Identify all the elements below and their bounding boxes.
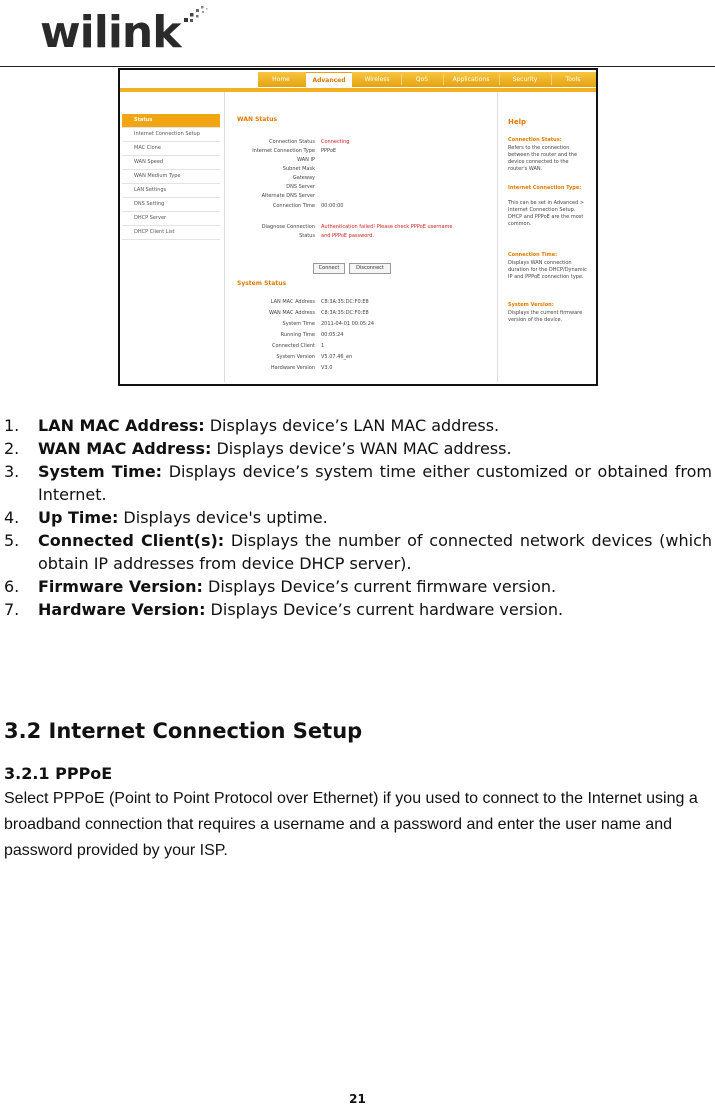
list-number: 6. [4,577,20,596]
row-value: 00:00:00 [321,203,344,209]
list-term: Up Time: [38,508,119,527]
sys-row [225,354,497,363]
list-term: Firmware Version: [38,577,203,596]
row-label: Status [299,233,315,239]
tab-applications[interactable]: Applications [452,76,490,83]
sys-row [225,343,497,352]
sys-row [225,321,497,330]
list-text: Displays Device’s current hardware version. [205,600,564,619]
list-item [4,460,712,506]
subsection-title: 3.2.1 PPPoE [4,764,113,783]
page-number: 21 [349,1092,366,1106]
tab-advanced[interactable]: Advanced [306,72,352,88]
connect-button[interactable]: Connect [313,263,345,274]
row-value: V5.07.46_en [321,354,353,360]
wan-row [225,193,497,202]
top-nav [120,70,596,88]
row-label: Alternate DNS Server [261,193,315,199]
row-label: Subnet Mask [282,166,315,172]
list-text: Displays device’s LAN MAC address. [204,416,500,435]
brand-logo-text: wilink [40,7,181,58]
logo-dots-icon [178,4,218,28]
list-item [4,575,712,598]
list-term: Hardware Version: [38,600,206,619]
sidebar-item-mac-clone[interactable]: MAC Clone [122,142,220,156]
help-heading: Connection Status: [508,137,562,143]
sidebar-item-wan-speed[interactable]: WAN Speed [122,156,220,170]
router-screenshot [118,68,598,386]
list-text: Displays device’s WAN MAC address. [211,439,512,458]
sidebar-item-internet-connection-setup[interactable]: Internet Connection Setup [122,128,220,142]
list-text: Displays the number of connected network devices (which obtain IP addresses from device DHCP server). [38,531,713,573]
row-label: LAN MAC Address [270,299,315,305]
list-term: WAN MAC Address: [38,439,212,458]
sidebar-item-lan-settings[interactable]: LAN Settings [122,184,220,198]
row-label: Gateway [292,175,315,181]
row-value: C8:3A:35:DC:F0:E8 [321,310,369,316]
row-value: 00:05:24 [321,332,344,338]
list-number: 1. [4,416,20,435]
tab-home[interactable]: Home [272,76,290,83]
sidebar-item-status[interactable]: Status [122,114,220,128]
tab-wireless[interactable]: Wireless [364,76,390,83]
help-panel [500,92,598,382]
list-number: 2. [4,439,20,458]
list-number: 3. [4,462,20,481]
diagnose-message: Authentication failed! Please check PPPoE username [321,224,453,230]
brand-logo [40,6,220,60]
tab-qos[interactable]: QoS [415,76,429,83]
row-label: Internet Connection Type [252,148,315,154]
sys-row [225,310,497,319]
row-label: DNS Server [286,184,315,190]
wan-row [225,184,497,193]
sidebar-item-dhcp-server[interactable]: DHCP Server [122,212,220,226]
system-status-title: System Status [237,280,287,287]
help-title: Help [508,118,527,126]
list-number: 4. [4,508,20,527]
list-number: 5. [4,531,20,550]
list-item [4,437,712,460]
wan-row [225,175,497,184]
list-item [4,598,712,621]
help-text: Displays the current firmware version of the device. [508,310,583,323]
row-value: 2011-04-01 00:05:24 [321,321,375,327]
row-value: V3.0 [321,365,333,371]
row-label: Hardware Version [270,365,315,371]
row-label: WAN IP [297,157,315,163]
diagnose-row [225,233,497,242]
help-text: Displays WAN connection duration for the DHCP/Dynamic IP and PPPoE connection type. [508,260,587,280]
list-item [4,529,712,575]
wan-row [225,203,497,212]
wan-row [225,139,497,148]
field-description-list [4,414,712,621]
wan-row [225,166,497,175]
diagnose-row [225,224,497,233]
body-paragraph: Select PPPoE (Point to Point Protocol over Ethernet) if you used to connect to the Internet using a broadband connection that requires a username and a password and enter the user name and password provided by your ISP. [4,790,698,859]
list-term: Connected Client(s): [38,531,225,550]
row-label: System Version [276,354,315,360]
disconnect-button[interactable]: Disconnect [349,263,391,274]
wan-row [225,157,497,166]
wan-row [225,148,497,157]
sidebar-item-wan-medium-type[interactable]: WAN Medium Type [122,170,220,184]
list-number: 7. [4,600,20,619]
sys-row [225,365,497,374]
section-title: 3.2 Internet Connection Setup [4,719,363,743]
sidebar-item-dns-setting[interactable]: DNS Setting [122,198,220,212]
help-text: This can be set in Advanced > Internet Connection Setup. DHCP and PPPoE are the most common. [508,200,585,227]
row-label: Connection Time [272,203,315,209]
list-text: Displays device’s system time either customized or obtained from Internet. [38,462,713,504]
row-value: C8:3A:35:DC:F0:E8 [321,299,369,305]
row-label: Diagnose Connection [261,224,315,230]
tab-security[interactable]: Security [512,76,538,83]
list-text: Displays Device’s current firmware version. [202,577,557,596]
sidebar [122,114,220,240]
row-label: WAN MAC Address [268,310,315,316]
list-term: LAN MAC Address: [38,416,205,435]
help-heading: Internet Connection Type: [508,185,582,191]
row-label: Running Time [280,332,315,338]
list-text: Displays device's uptime. [118,508,328,527]
list-item [4,414,712,437]
row-label: System Time [282,321,315,327]
sys-row [225,299,497,308]
status-panel [224,92,498,382]
row-value: Connecting [321,139,350,145]
header-rule [0,66,715,67]
row-label: Connected Client [272,343,315,349]
list-item [4,506,712,529]
diagnose-message: and PPPoE password. [321,233,374,239]
sidebar-item-dhcp-client-list[interactable]: DHCP Client List [122,226,220,240]
row-label: Connection Status [269,139,315,145]
wan-status-title: WAN Status [237,116,278,123]
row-value: 1 [321,343,325,349]
list-term: System Time: [38,462,163,481]
help-heading: System Version: [508,302,554,308]
row-value: PPPoE [321,148,337,154]
help-text: Refers to the connection between the router and the device connected to the router's WAN. [508,145,578,172]
sys-row [225,332,497,341]
help-heading: Connection Time: [508,252,558,258]
tab-tools[interactable]: Tools [565,76,581,83]
